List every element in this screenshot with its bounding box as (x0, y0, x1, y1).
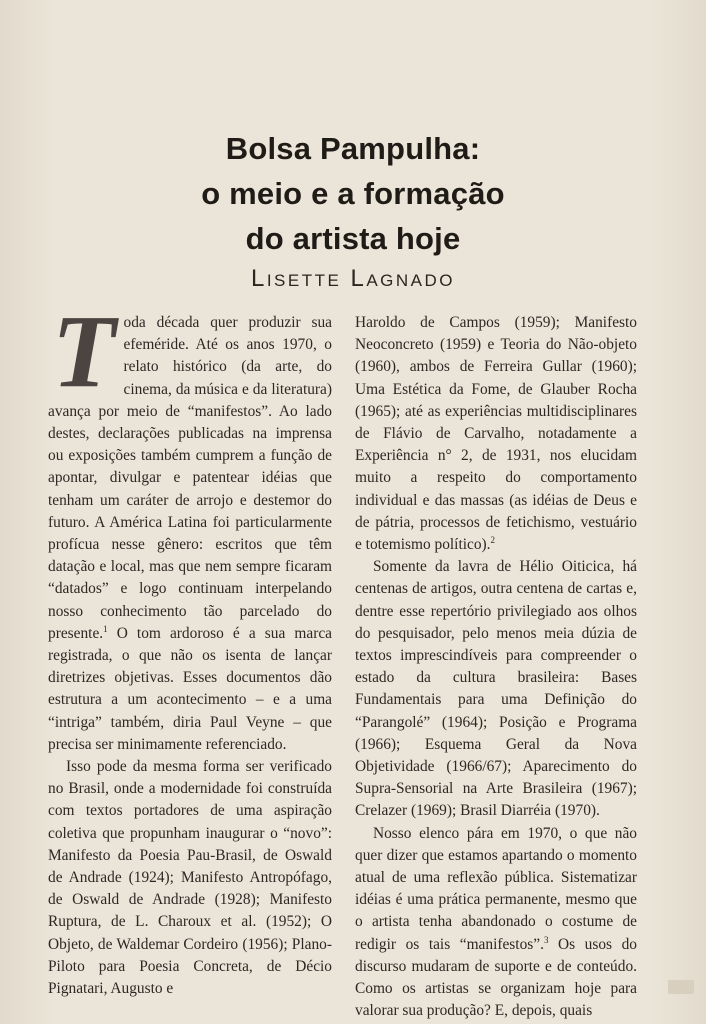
title-line-3: do artista hoje (245, 221, 461, 256)
paragraph-1 (48, 294, 332, 756)
paragraph-5-cont: Os usos do discurso mudaram de suporte e de conteúdo. Como os artistas se organizam hoje para valorar sua produção? E, depois, quais (355, 935, 637, 1020)
footnote-ref-1: 1 (103, 623, 108, 634)
paragraph-5 (355, 823, 637, 1023)
paragraph-5-text: Nosso elenco pára em 1970, o que não quer dizer que estamos apartando o momento atual de uma reflexão pública. Sistematizar idéias é uma prática permanente, mesmo que o artista tenha abandonado o costume de redigir os tais “manifestos”. (355, 824, 637, 953)
paragraph-3 (355, 312, 637, 556)
paragraph-1-text: oda década quer produzir sua efeméride. Até os anos 1970, o relato histórico (da arte, do cinema, da música e da literatura) avança por meio de “manifestos”. Ao lado destes, declarações publicadas na imprensa ou exposições também cumprem a função de apontar, divulgar e patentear idéias que tenham um caráter de arrojo e destemor do futuro. A América Latina foi particularmente profícua nesse gênero: escritos que têm datação e local, mas que nem sempre ficaram “datados” e logo continuam interpelando nosso conhecimento tão parcelado do presente. (48, 314, 332, 642)
left-column (48, 294, 332, 1000)
paragraph-2: Isso pode da mesma forma ser verificado no Brasil, onde a modernidade foi construída com textos portadores de uma aspiração coletiva que propunham inaugurar o “novo”: Manifesto da Poesia Pau-Brasil, de Oswald de Andrade (1924); Manifesto Antropófago, de Oswald de Andrade (1928); Manifesto Ruptura, de L. Charoux et al. (1952); O Objeto, de Waldemar Cordeiro (1956); Plano-Piloto para Poesia Concreta, de Décio Pignatari, Augusto e (48, 758, 332, 998)
title-line-1: Bolsa Pampulha: (225, 131, 481, 166)
footnote-ref-2: 2 (490, 534, 496, 545)
page-corner-tab (668, 980, 694, 994)
title-line-2: o meio e a formação (201, 176, 505, 211)
drop-cap: T (52, 294, 116, 409)
paragraph-1-cont: O tom ardoroso é a sua marca registrada, o que não os isenta de lançar diretrizes objetivas. Esses documentos dão estrutura a um acontecimento – e a uma “intriga” também, diria Paul Veyne – que precisa ser minimamente referenciado. (48, 624, 332, 753)
paragraph-3-text: Haroldo de Campos (1959); Manifesto Neoconcreto (1959) e Teoria do Não-objeto (1960), ambos de Ferreira Gullar (1960); Uma Estética da Fome, de Glauber Rocha (1965); até as experiências multidisciplinares de Flávio de Carvalho, notadamente a Experiência n° 2, de 1931, nos elucidam muito a respeito do comportamento individual e das massas (as idéias de Deus e de pátria, processos de fetichismo, vestuário e totemismo político). (355, 314, 637, 554)
right-column (355, 312, 637, 1023)
article-header (0, 126, 706, 293)
footnote-ref-3: 3 (543, 934, 549, 945)
paragraph-4: Somente da lavra de Hélio Oiticica, há centenas de artigos, outra centena de cartas e, dentre esse repertório privilegiado aos olhos do pesquisador, pelo menos meia dúzia de textos imprescindíveis para compreender o estado da cultura brasileira: Bases Fundamentais para uma Definição do “Parangolé” (1964); Posição e Programa (1966); Esquema Geral da Nova Objetividade (1966/67); Aparecimento do Supra-Sensorial na Arte Brasileira (1967); Crelazer (1969); Brasil Diarréia (1970). (355, 558, 637, 820)
author-name: Lisette Lagnado (250, 265, 456, 292)
